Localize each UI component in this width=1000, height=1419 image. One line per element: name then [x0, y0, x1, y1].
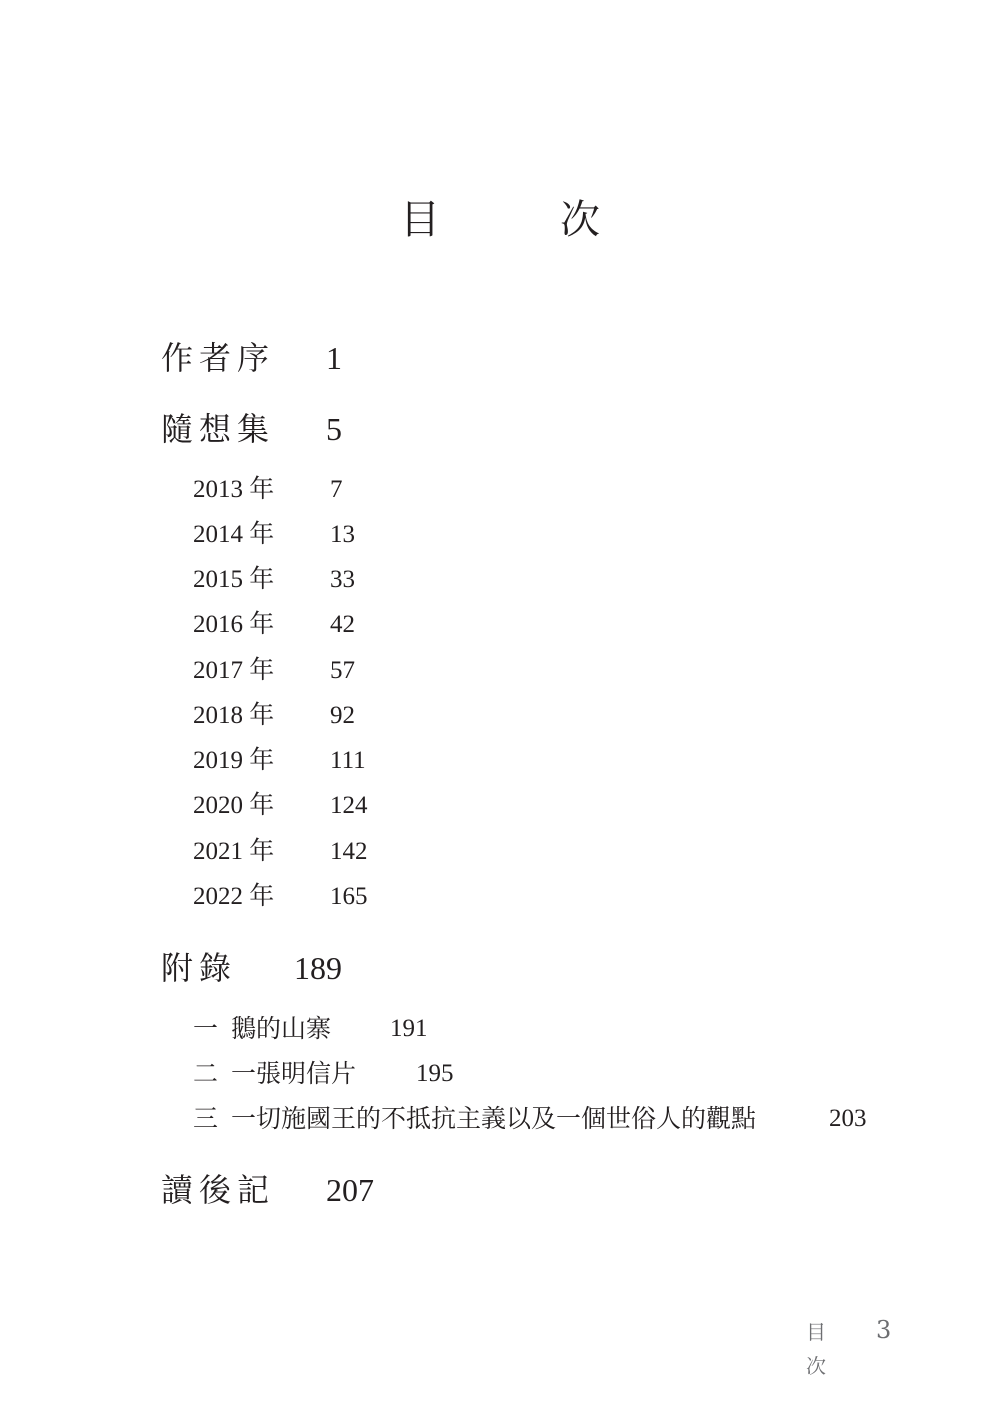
toc-year-entry	[193, 700, 493, 732]
toc-appendix-label: 一切施國王的不抵抗主義以及一個世俗人的觀點	[231, 1104, 757, 1133]
toc-year-page: 165	[330, 883, 368, 910]
toc-year-label: 2018 年	[193, 702, 275, 729]
toc-year-page: 124	[330, 792, 368, 819]
toc-year-label: 2013 年	[193, 476, 275, 503]
toc-entry-appendix	[161, 948, 461, 988]
toc-appendix-page: 191	[390, 1015, 428, 1042]
toc-year-label: 2015 年	[193, 566, 275, 593]
toc-year-entry	[193, 836, 493, 868]
toc-entry-label: 隨想集	[161, 410, 276, 448]
toc-year-page: 13	[330, 521, 355, 548]
toc-appendix-item	[193, 1013, 593, 1045]
toc-entry-label: 讀後記	[161, 1171, 276, 1209]
toc-entry-page: 207	[326, 1172, 374, 1208]
toc-year-entry	[193, 655, 493, 687]
toc-appendix-label: 一張明信片	[231, 1059, 357, 1088]
toc-year-label: 2022 年	[193, 883, 275, 910]
toc-entry-page: 189	[294, 950, 342, 986]
toc-appendix-page: 203	[829, 1105, 867, 1132]
toc-entry-page: 5	[326, 411, 342, 447]
toc-year-label: 2014 年	[193, 521, 275, 548]
toc-appendix-number: 一	[193, 1014, 219, 1043]
running-header-label: 目 次	[806, 1320, 844, 1378]
toc-year-label: 2017 年	[193, 657, 275, 684]
toc-year-label: 2021 年	[193, 838, 275, 865]
toc-entry-afterword	[161, 1170, 461, 1210]
toc-year-label: 2019 年	[193, 747, 275, 774]
toc-year-page: 7	[330, 476, 343, 503]
toc-entry-essays	[161, 409, 461, 449]
toc-entry-label: 附錄	[161, 949, 238, 987]
toc-year-page: 33	[330, 566, 355, 593]
toc-year-page: 42	[330, 611, 355, 638]
toc-year-entry	[193, 881, 493, 913]
toc-entry-page: 1	[326, 340, 342, 376]
page-footer	[800, 1315, 900, 1378]
toc-year-entry	[193, 474, 493, 506]
toc-appendix-page: 195	[416, 1060, 454, 1087]
toc-year-entry	[193, 609, 493, 641]
toc-year-page: 92	[330, 702, 355, 729]
toc-entry-label: 作者序	[161, 339, 276, 377]
toc-year-label: 2020 年	[193, 792, 275, 819]
toc-year-page: 57	[330, 657, 355, 684]
toc-year-page: 142	[330, 838, 368, 865]
page-title: 目 次	[400, 197, 640, 243]
toc-year-entry	[193, 519, 493, 551]
toc-year-entry	[193, 790, 493, 822]
toc-entry-preface	[161, 338, 461, 378]
toc-appendix-number: 三	[193, 1104, 219, 1133]
toc-year-entry	[193, 564, 493, 596]
toc-appendix-item	[193, 1058, 593, 1090]
toc-year-page: 111	[330, 747, 366, 774]
toc-year-entry	[193, 745, 493, 777]
toc-appendix-item	[193, 1103, 893, 1135]
toc-appendix-label: 鵝的山寨	[231, 1014, 332, 1043]
page-number: 3	[876, 1316, 892, 1344]
toc-appendix-number: 二	[193, 1059, 219, 1088]
toc-year-label: 2016 年	[193, 611, 275, 638]
